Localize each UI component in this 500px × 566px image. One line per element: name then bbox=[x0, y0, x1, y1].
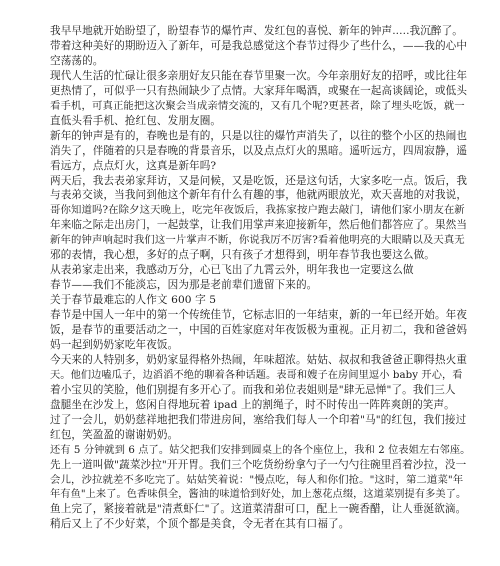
text-line: 两天后，我去表弟家拜访，又是问候，又是吃饭，还是这句话，大家多吃一点。饭后，我 bbox=[50, 174, 468, 187]
text-line: 还有 5 分钟就到 6 点了。姑父把我们安排到圆桌上的各个座位上，我和 2 位表姐左右邻座。 bbox=[50, 444, 471, 456]
text-line: 天。他们边嗑瓜子，边滔滔不绝的聊着各种话题。表哥和嫂子在房间里逗小 baby 开心，看 bbox=[50, 369, 463, 381]
text-line: 新年的钟声响起时我们这一片掌声不断，你说我厉不厉害?看着他明亮的大眼睛以及天真无 bbox=[50, 234, 465, 247]
text-line: 先上一道叫做"蔬菜沙拉"开开胃。我们三个吃货纷纷拿勺子一勺勺往碗里舀着沙拉，没一 bbox=[50, 458, 467, 471]
text-line: 我早早地就开始盼望了，盼望春节的爆竹声、发红包的喜悦、新年的钟声.....我沉醉了。 bbox=[50, 25, 464, 37]
text-line: 春节——我们不能淡忘，因为那是老前辈们遗留下来的。 bbox=[50, 279, 318, 292]
text-line: 更热情了，可似乎一只有热闹缺少了点情。大家拜年喝酒，或聚在一起高谈阔论，或低头 bbox=[50, 84, 468, 97]
text-line: 空荡荡的。 bbox=[50, 54, 104, 67]
text-line: 妈一起到奶奶家吃年夜饭。 bbox=[50, 338, 179, 351]
text-line: 春节是中国人一年中的第一个传统佳节，它标志旧的一年结束，新的一年已经开始。年夜 bbox=[50, 309, 468, 322]
text-line: 看手机，可真正能把这次聚会当成亲情交流的，又有几个呢?更甚者，除了埋头吃饭，就一 bbox=[50, 99, 465, 112]
text-line: 邪的表情，我心想，多好的点子啊，只有孩子才想得到，明年春节我也要这么做。 bbox=[50, 249, 435, 262]
text-line: 鱼上完了，紧接着就是"清煮虾仁"了。这道菜清甜可口，配上一碗香醋，让人垂涎欲滴。 bbox=[50, 503, 467, 516]
text-line: 红包，笑盈盈的谢谢奶奶。 bbox=[50, 428, 179, 441]
text-line: 新年的钟声是有的，春晚也是有的，只是以往的爆竹声消失了，以往的整个小区的热闹也 bbox=[50, 129, 468, 142]
text-line: 消失了，伴随着的只是春晚的背景音乐，以及点点灯火的黑暗。遥听远方，四周寂静，遥 bbox=[50, 144, 468, 157]
text-line: 关于春节最难忘的人作文 600 字 5 bbox=[50, 294, 217, 307]
text-line: 今天来的人特别多，奶奶家显得格外热闹，年味超浓。姑姑、叔叔和我爸爸正聊得热火重 bbox=[50, 353, 468, 366]
text-line: 盘腿坐在沙发上，悠闲自得地玩着 ipad 上的割绳子，时不时传出一阵阵爽朗的笑声。 bbox=[50, 398, 455, 411]
text-line: 着小宝贝的笑脸，他们别提有多开心了。而我和弟位表姐则是"肆无忌惮"了。我们三人 bbox=[50, 383, 456, 396]
text-line: 会儿，沙拉就差不多吃完了。姑姑笑着说："慢点吃，每人和你们抢。"这时，第二道菜"年 bbox=[50, 473, 464, 486]
text-line: 看远方，点点灯火，这真是新年吗? bbox=[50, 159, 217, 172]
text-line: 稍后又上了不少好菜，个顶个都是美食，令无者在其有口福了。 bbox=[50, 518, 350, 531]
text-line: 年来临之际走出房门，一起鼓掌，让我们用掌声来迎接新年，然后他们都答应了。果然当 bbox=[50, 219, 468, 232]
text-line: 现代人生活的忙碌让很多亲朋好友只能在春节里聚一次。今年亲朋好友的招呼，或比往年 bbox=[50, 69, 468, 82]
text-line: 从表弟家走出来，我感动万分，心已飞出了九霄云外，明年我也一定要这么做 bbox=[50, 264, 414, 277]
text-line: 直低头看手机、抢红包、发朋友圈。 bbox=[50, 114, 222, 127]
text-line: 哥你知道吗?在除夕这天晚上，吃完年夜饭后，我拣家按户跑去敲门，请他们家小朋友在新 bbox=[50, 204, 465, 217]
text-line: 带着这种美好的期盼迈入了新年，可是我总感觉这个春节过得少了些什么，——我的心中 bbox=[50, 39, 468, 52]
text-line: 与表弟交谈，当我问到他这个新年有什么有趣的事，他就两眼放光，欢天喜地的对我说， bbox=[50, 189, 468, 202]
text-line: 年有鱼"上来了。色香味俱全，酱油的味道恰到好处，加上葱花点缀，这道菜别提有多美了。 bbox=[50, 489, 467, 501]
text-line: 饭，是春节的重要活动之一，中国的百姓家庭对年夜饭极为重视。正月初二，我和爸爸妈 bbox=[50, 324, 468, 336]
text-line: 过了一会儿，奶奶慈祥地把我们带进房间，塞给我们每人一个印着"马"的红包，我们接过 bbox=[50, 413, 467, 426]
